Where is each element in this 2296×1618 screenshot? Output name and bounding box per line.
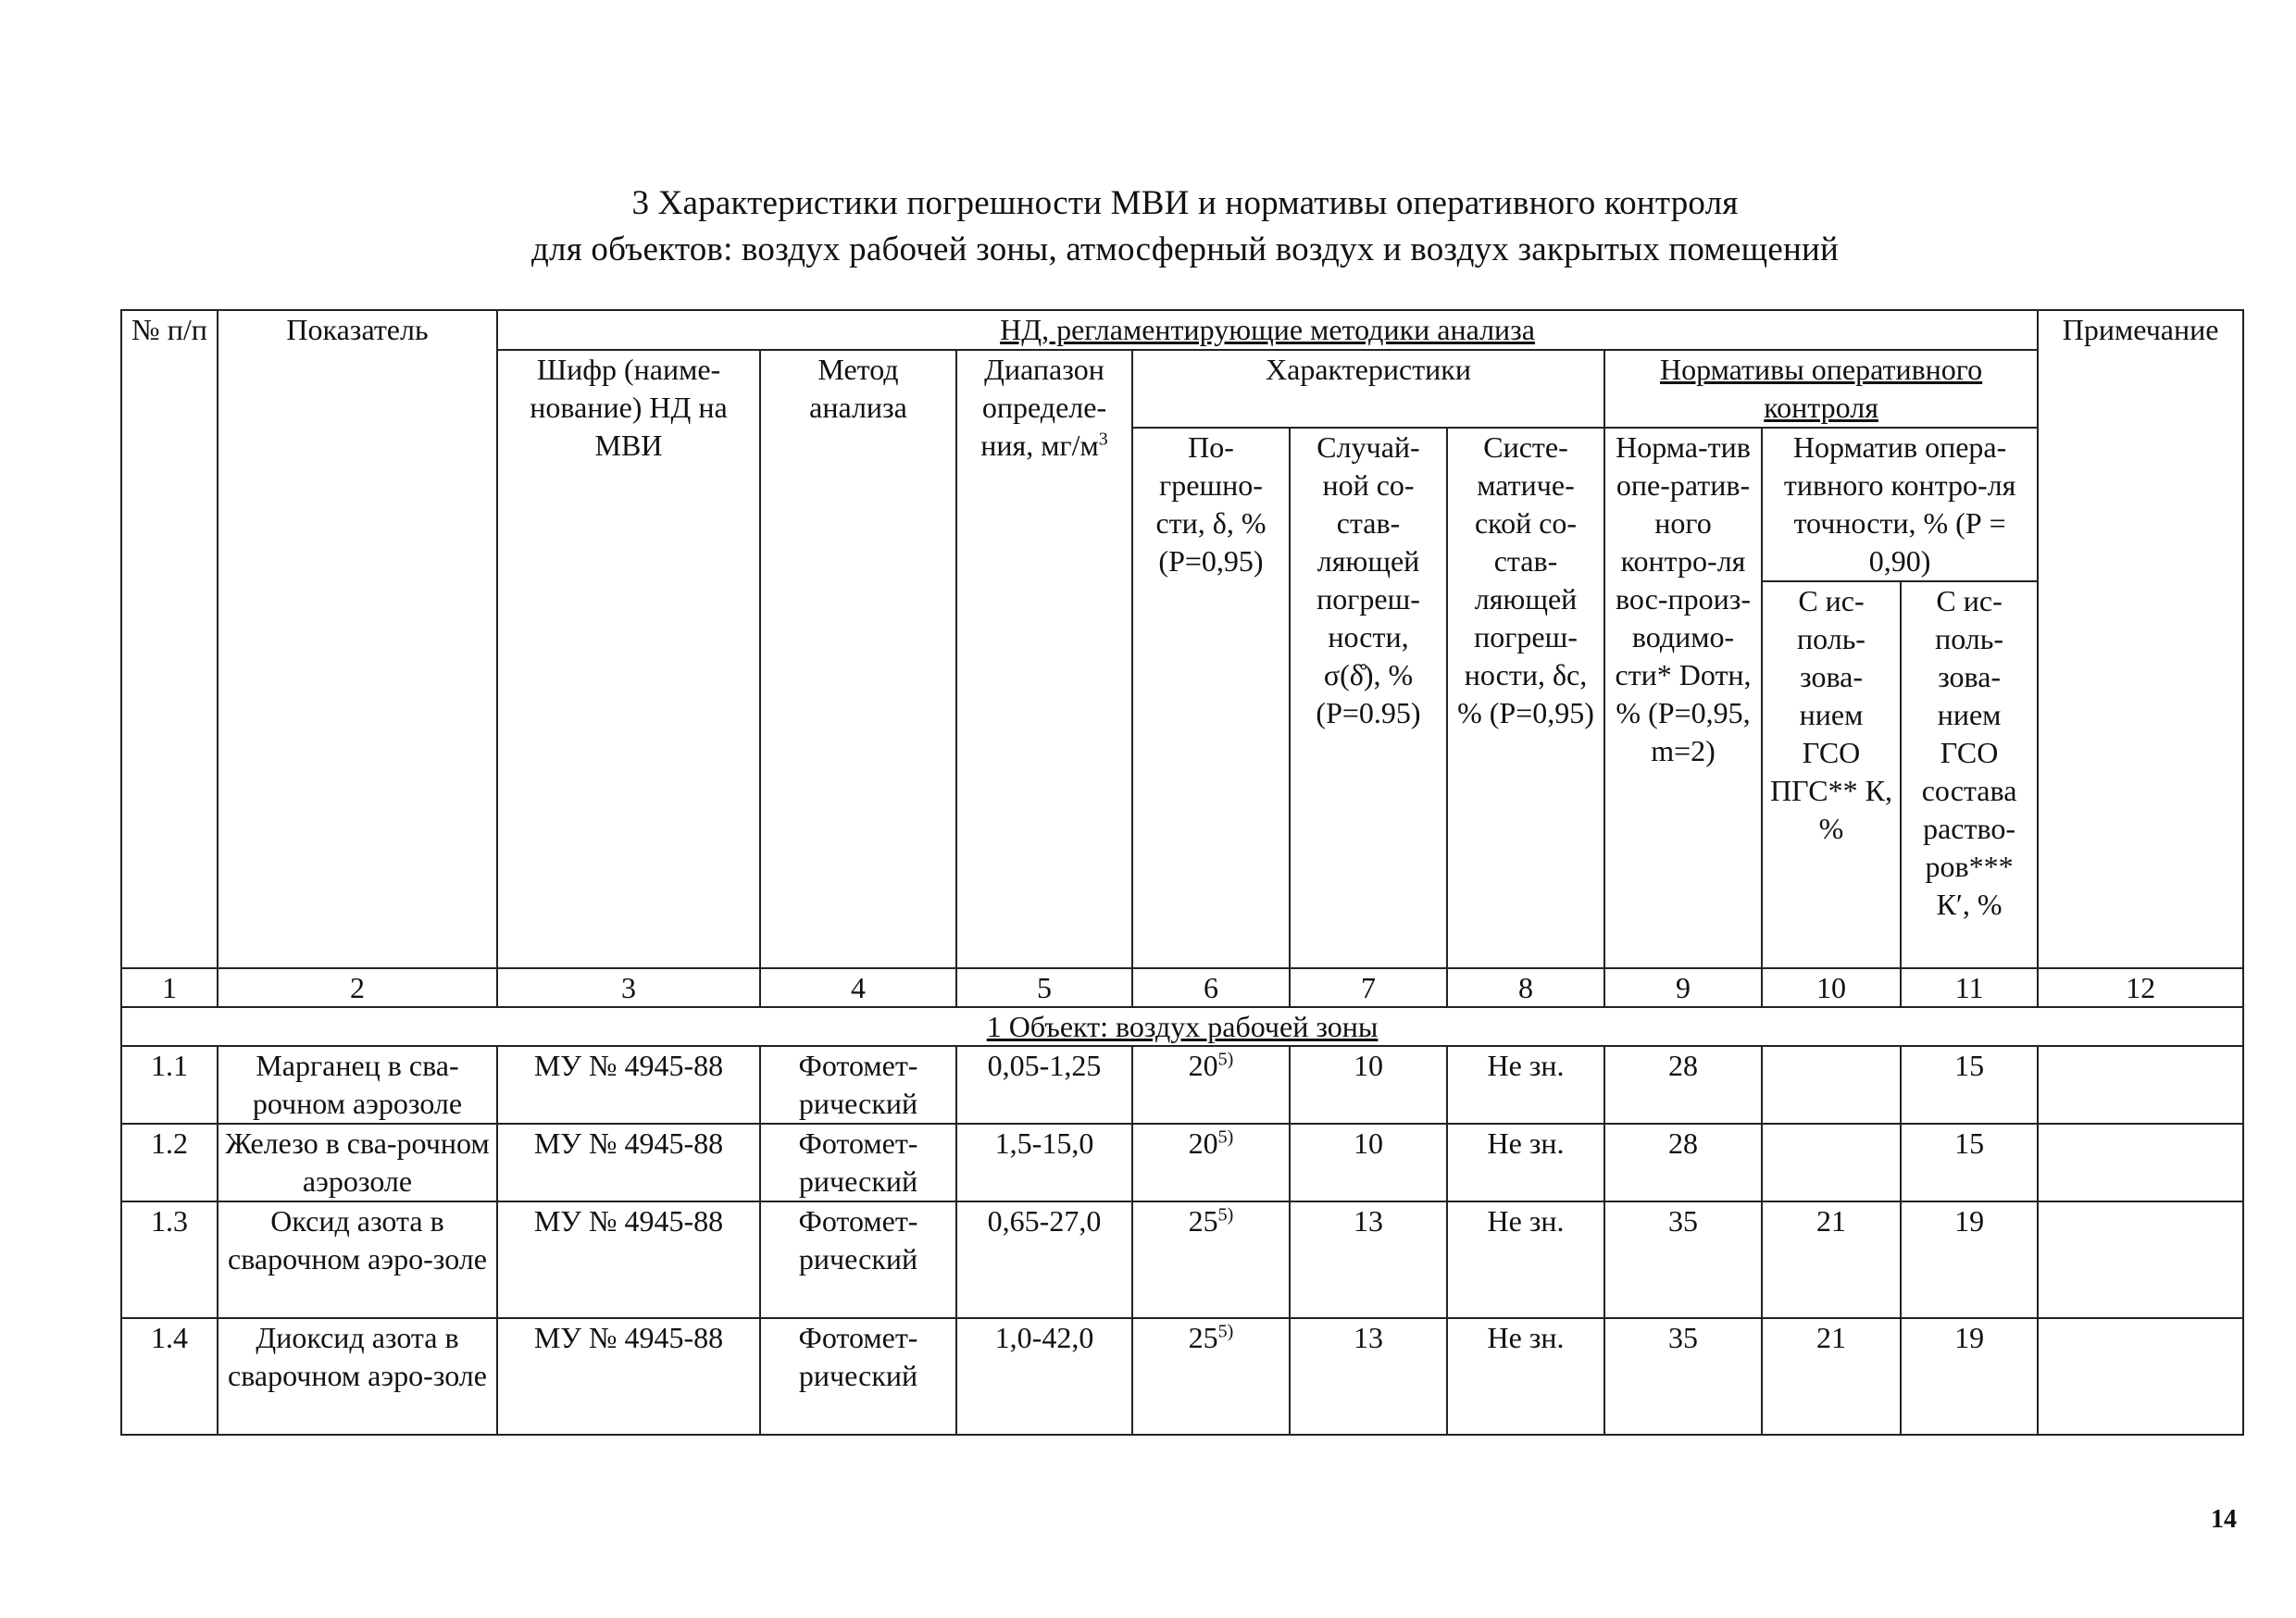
table-row: [121, 1124, 2243, 1201]
colnum-10: 10: [1762, 968, 1901, 1007]
header-method: Метод анализа: [760, 350, 956, 968]
header-num: № п/п: [121, 310, 218, 968]
cell-indicator: Диоксид азота в сварочном аэро-золе: [218, 1318, 497, 1435]
page-title: [0, 180, 2296, 273]
cell-gso-pgs: 21: [1762, 1201, 1901, 1318]
cell-method: Фотомет-рический: [760, 1046, 956, 1124]
colnum-12: 12: [2038, 968, 2243, 1007]
cell-error-value: 20: [1188, 1049, 1218, 1082]
table-row: [121, 1046, 2243, 1124]
cell-note: [2038, 1046, 2243, 1124]
title-line-2: для объектов: воздух рабочей зоны, атмосферный воздух и воздух закрытых помещений: [531, 230, 1839, 268]
header-nd-group: [497, 310, 2038, 350]
cell-range: 0,05-1,25: [956, 1046, 1132, 1124]
cell-num: 1.1: [121, 1046, 218, 1124]
cell-systematic: Не зн.: [1447, 1201, 1604, 1318]
cell-error: [1132, 1124, 1290, 1201]
colnum-3: 3: [497, 968, 760, 1007]
cell-systematic: Не зн.: [1447, 1124, 1604, 1201]
cell-gso-pgs: 21: [1762, 1318, 1901, 1435]
table-row: [121, 1318, 2243, 1435]
header-norms: [1604, 350, 2038, 428]
colnum-8: 8: [1447, 968, 1604, 1007]
cell-range: 1,5-15,0: [956, 1124, 1132, 1201]
cell-error-value: 25: [1188, 1321, 1218, 1354]
cell-error: [1132, 1318, 1290, 1435]
cell-method: Фотомет-рический: [760, 1124, 956, 1201]
header-characteristics: Характеристики: [1132, 350, 1604, 428]
cell-gso-sol: 15: [1901, 1124, 2038, 1201]
cell-error-value: 20: [1188, 1126, 1218, 1160]
colnum-11: 11: [1901, 968, 2038, 1007]
cell-repro: 35: [1604, 1201, 1762, 1318]
cell-error: [1132, 1201, 1290, 1318]
cell-error-footnote: 5): [1217, 1321, 1234, 1342]
cell-error-footnote: 5): [1217, 1204, 1234, 1226]
cell-gso-sol: 19: [1901, 1201, 2038, 1318]
header-range-sup: 3: [1098, 429, 1108, 450]
cell-error: [1132, 1046, 1290, 1124]
cell-note: [2038, 1318, 2243, 1435]
column-numbers-row: [121, 968, 2243, 1007]
cell-cipher: МУ № 4945-88: [497, 1124, 760, 1201]
header-gso-pgs: С ис-поль-зова-нием ГСО ПГС** К, %: [1762, 581, 1901, 968]
cell-range: 0,65-27,0: [956, 1201, 1132, 1318]
cell-cipher: МУ № 4945-88: [497, 1318, 760, 1435]
cell-random: 13: [1290, 1318, 1447, 1435]
colnum-7: 7: [1290, 968, 1447, 1007]
cell-cipher: МУ № 4945-88: [497, 1046, 760, 1124]
cell-num: 1.3: [121, 1201, 218, 1318]
header-norms-label: Нормативы оперативного контроля: [1660, 353, 1983, 424]
cell-systematic: Не зн.: [1447, 1046, 1604, 1124]
colnum-4: 4: [760, 968, 956, 1007]
colnum-1: 1: [121, 968, 218, 1007]
section-title: [121, 1007, 2243, 1046]
cell-indicator: Оксид азота в сварочном аэро-золе: [218, 1201, 497, 1318]
cell-gso-pgs: [1762, 1046, 1901, 1124]
cell-repro: 35: [1604, 1318, 1762, 1435]
cell-gso-sol: 15: [1901, 1046, 2038, 1124]
cell-systematic: Не зн.: [1447, 1318, 1604, 1435]
header-nd-group-label: НД, регламентирующие методики анализа: [1000, 313, 1535, 346]
cell-error-value: 25: [1188, 1204, 1218, 1238]
cell-repro: 28: [1604, 1124, 1762, 1201]
colnum-9: 9: [1604, 968, 1762, 1007]
cell-random: 13: [1290, 1201, 1447, 1318]
title-line-1: 3 Характеристики погрешности МВИ и нормативы оперативного контроля: [631, 184, 1739, 222]
header-range: [956, 350, 1132, 968]
cell-gso-pgs: [1762, 1124, 1901, 1201]
header-indicator: Показатель: [218, 310, 497, 968]
header-random: Случай-ной со-став-ляющей погреш-ности, σ(δ̊), % (Р=0.95): [1290, 428, 1447, 968]
cell-indicator: Марганец в сва-рочном аэрозоле: [218, 1046, 497, 1124]
header-note: Примечание: [2038, 310, 2243, 968]
header-error: По-грешно-сти, δ, % (Р=0,95): [1132, 428, 1290, 968]
cell-random: 10: [1290, 1124, 1447, 1201]
header-systematic: Систе-матиче-ской со-став-ляющей погреш-ности, δс, % (Р=0,95): [1447, 428, 1604, 968]
table-row: [121, 1201, 2243, 1318]
header-repro: Норма-тив опе-ратив-ного контро-ля вос-произ-водимо-сти* Dотн, % (Р=0,95, m=2): [1604, 428, 1762, 968]
header-gso-sol: С ис-поль-зова-нием ГСО состава раство-ров*** К′, %: [1901, 581, 2038, 968]
header-accuracy: Норматив опера-тивного контро-ля точности, % (Р = 0,90): [1762, 428, 2038, 581]
colnum-5: 5: [956, 968, 1132, 1007]
header-range-label: Диапазон определе-ния, мг/м: [980, 353, 1107, 462]
characteristics-table: [120, 309, 2244, 1436]
page-number: 14: [2211, 1505, 2237, 1534]
cell-repro: 28: [1604, 1046, 1762, 1124]
cell-range: 1,0-42,0: [956, 1318, 1132, 1435]
cell-num: 1.2: [121, 1124, 218, 1201]
cell-error-footnote: 5): [1217, 1126, 1234, 1148]
cell-note: [2038, 1201, 2243, 1318]
section-row: [121, 1007, 2243, 1046]
cell-gso-sol: 19: [1901, 1318, 2038, 1435]
cell-num: 1.4: [121, 1318, 218, 1435]
header-cipher: Шифр (наиме-нование) НД на МВИ: [497, 350, 760, 968]
cell-method: Фотомет-рический: [760, 1318, 956, 1435]
cell-indicator: Железо в сва-рочном аэрозоле: [218, 1124, 497, 1201]
cell-cipher: МУ № 4945-88: [497, 1201, 760, 1318]
cell-random: 10: [1290, 1046, 1447, 1124]
cell-note: [2038, 1124, 2243, 1201]
colnum-2: 2: [218, 968, 497, 1007]
colnum-6: 6: [1132, 968, 1290, 1007]
cell-error-footnote: 5): [1217, 1049, 1234, 1070]
cell-method: Фотомет-рический: [760, 1201, 956, 1318]
section-title-label: 1 Объект: воздух рабочей зоны: [986, 1010, 1379, 1043]
